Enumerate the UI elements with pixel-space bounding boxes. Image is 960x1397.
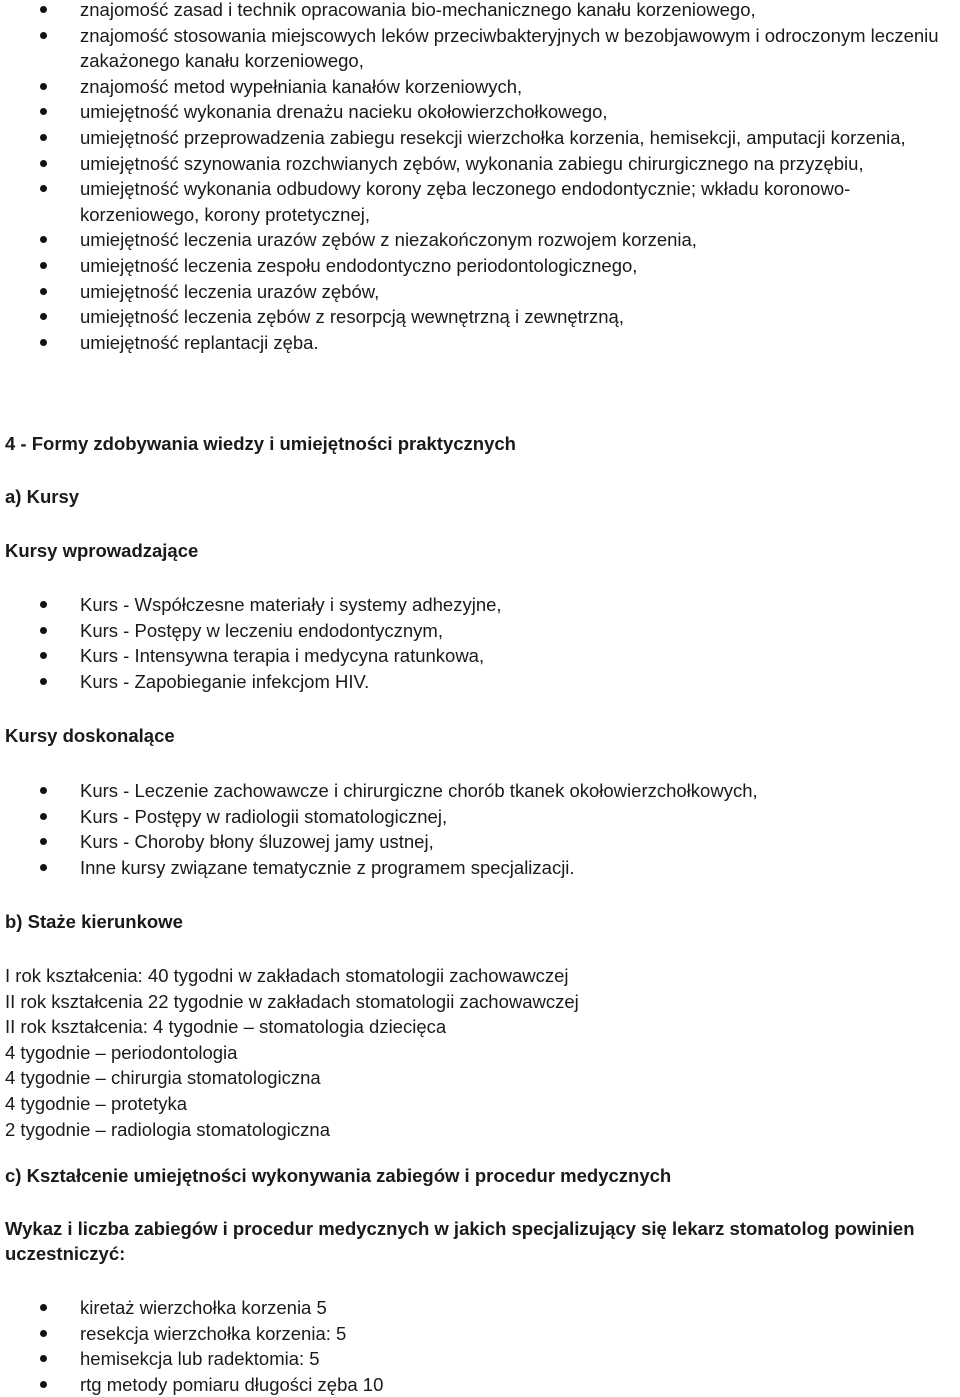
internship-line: 4 tygodnie – chirurgia stomatologiczna	[5, 1067, 321, 1089]
internships-list	[5, 963, 579, 1142]
list-item: Kurs - Zapobieganie infekcjom HIV.	[0, 669, 950, 695]
internships-heading: b) Staże kierunkowe	[5, 911, 183, 932]
section-heading: 4 - Formy zdobywania wiedzy i umiejętności praktycznych	[5, 433, 516, 454]
list-item: umiejętność szynowania rozchwianych zębów, wykonania zabiegu chirurgicznego na przyzębiu,	[0, 151, 955, 177]
list-item: umiejętność przeprowadzenia zabiegu resekcji wierzchołka korzenia, hemisekcji, amputacji korzenia,	[0, 125, 955, 151]
advanced-courses-list	[0, 778, 950, 880]
intro-courses-heading: Kursy wprowadzające	[5, 540, 199, 561]
list-item: znajomość zasad i technik opracowania bio-mechanicznego kanału korzeniowego,	[0, 0, 955, 23]
internship-line: II rok kształcenia: 4 tygodnie – stomatologia dziecięca	[5, 1016, 447, 1038]
list-item: umiejętność leczenia zespołu endodontyczno periodontologicznego,	[0, 253, 955, 279]
internship-line: I rok kształcenia: 40 tygodni w zakładach stomatologii zachowawczej	[5, 965, 569, 986]
internship-line: II rok kształcenia 22 tygodnie w zakładach stomatologii zachowawczej	[5, 990, 579, 1012]
internship-line: 4 tygodnie – protetyka	[5, 1092, 188, 1114]
list-item: Kurs - Choroby błony śluzowej jamy ustnej,	[0, 829, 950, 855]
list-item: Kurs - Intensywna terapia i medycyna ratunkowa,	[0, 643, 950, 669]
procedures-list	[0, 1295, 950, 1397]
list-item: Kurs - Postępy w leczeniu endodontycznym,	[0, 618, 950, 644]
competency-list	[0, 0, 955, 355]
list-item: umiejętność wykonania drenażu nacieku okołowierzchołkowego,	[0, 99, 955, 125]
list-item: Kurs - Postępy w radiologii stomatologicznej,	[0, 804, 950, 830]
list-item: kiretaż wierzchołka korzenia 5	[0, 1295, 950, 1321]
list-item: rtg metody pomiaru długości zęba 10	[0, 1372, 950, 1397]
list-item: Kurs - Współczesne materiały i systemy adhezyjne,	[0, 592, 950, 618]
internship-line: 2 tygodnie – radiologia stomatologiczna	[5, 1118, 330, 1140]
list-item: hemisekcja lub radektomia: 5	[0, 1346, 950, 1372]
list-item: umiejętność wykonania odbudowy korony zęba leczonego endodontycznie; wkładu koronowo-korzeniowego, korony protetycznej,	[0, 176, 955, 227]
advanced-courses-heading: Kursy doskonalące	[5, 725, 175, 746]
procedures-heading: Wykaz i liczba zabiegów i procedur medycznych w jakich specjalizujący się lekarz stomatolog powinien uczestniczyć:	[5, 1218, 915, 1264]
list-item: znajomość metod wypełniania kanałów korzeniowych,	[0, 74, 955, 100]
list-item: Kurs - Leczenie zachowawcze i chirurgiczne chorób tkanek okołowierzchołkowych,	[0, 778, 950, 804]
list-item: Inne kursy związane tematycznie z programem specjalizacji.	[0, 855, 950, 881]
list-item: umiejętność leczenia urazów zębów,	[0, 279, 955, 305]
intro-courses-list	[0, 592, 950, 694]
list-item: resekcja wierzchołka korzenia: 5	[0, 1321, 950, 1347]
list-item: umiejętność replantacji zęba.	[0, 330, 955, 356]
list-item: umiejętność leczenia zębów z resorpcją wewnętrzną i zewnętrzną,	[0, 304, 955, 330]
list-item: znajomość stosowania miejscowych leków przeciwbakteryjnych w bezobjawowym i odroczonym leczeniu zakażonego kanału korzeniowego,	[0, 23, 955, 74]
subsection-heading-courses: a) Kursy	[5, 486, 80, 507]
internship-line: 4 tygodnie – periodontologia	[5, 1041, 238, 1063]
skills-heading: c) Kształcenie umiejętności wykonywania zabiegów i procedur medycznych	[5, 1165, 672, 1186]
list-item: umiejętność leczenia urazów zębów z niezakończonym rozwojem korzenia,	[0, 227, 955, 253]
